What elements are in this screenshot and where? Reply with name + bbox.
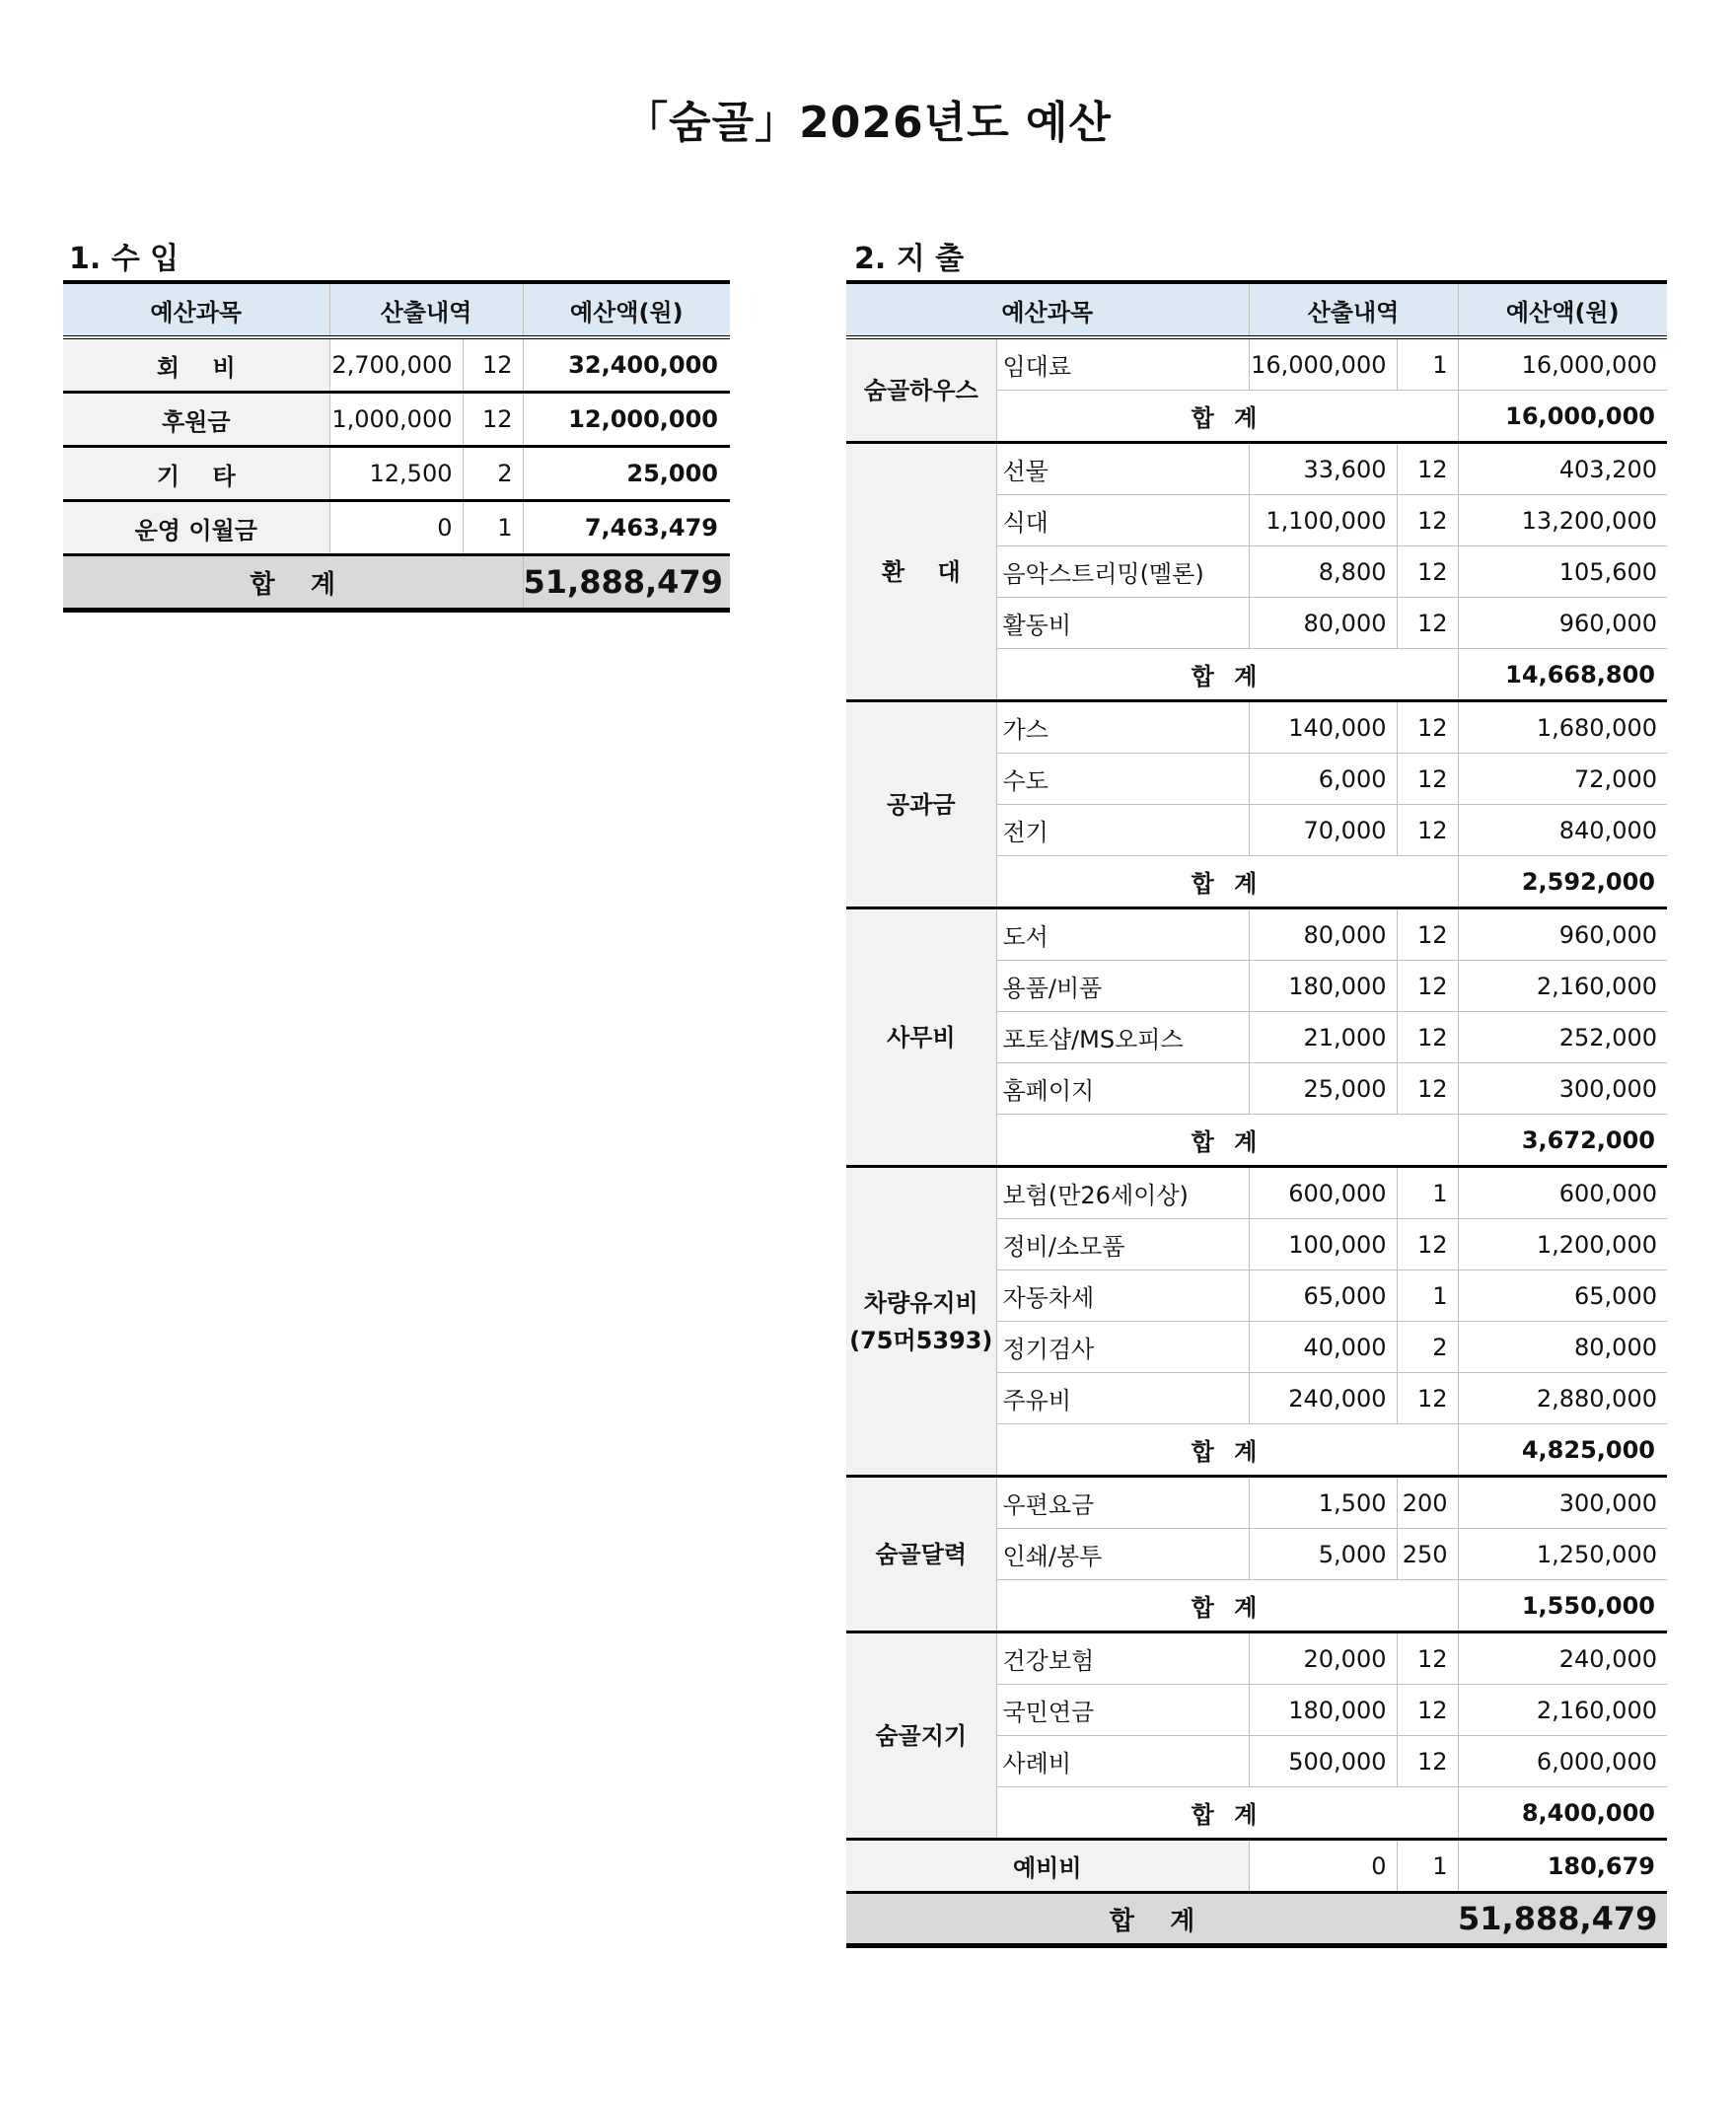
expense-total-value: 51,888,479 (1458, 1893, 1667, 1946)
expense-item-amount: 105,600 (1458, 546, 1667, 598)
expense-group-label: 숨골하우스 (863, 376, 978, 404)
income-category: 운영 이월금 (63, 501, 329, 555)
expense-header-row (846, 282, 1667, 337)
header-budget-item: 예산과목 (846, 282, 1249, 337)
expense-item-name: 선물 (996, 443, 1249, 495)
expense-item-unit: 21,000 (1249, 1012, 1397, 1063)
header-budget-amount: 예산액(원) (523, 282, 730, 337)
expense-item-qty: 12 (1397, 1063, 1458, 1115)
income-unit: 2,700,000 (329, 337, 463, 393)
expense-item-amount: 252,000 (1458, 1012, 1667, 1063)
expense-item-amount: 72,000 (1458, 754, 1667, 805)
income-unit: 12,500 (329, 447, 463, 501)
expense-item-unit: 25,000 (1249, 1063, 1397, 1115)
expense-item-amount: 65,000 (1458, 1270, 1667, 1322)
expense-item-unit: 100,000 (1249, 1219, 1397, 1270)
expense-item-amount: 960,000 (1458, 598, 1667, 649)
income-amount: 32,400,000 (523, 337, 730, 393)
expense-item-row (846, 443, 1667, 495)
income-category: 회 비 (63, 337, 329, 393)
expense-subtotal-value: 1,550,000 (1458, 1580, 1667, 1632)
expense-item-qty: 12 (1397, 961, 1458, 1012)
expense-item-unit: 240,000 (1249, 1373, 1397, 1424)
expense-item-amount: 1,250,000 (1458, 1529, 1667, 1580)
expense-item-unit: 5,000 (1249, 1529, 1397, 1580)
expense-item-amount: 403,200 (1458, 443, 1667, 495)
reserve-row (846, 1840, 1667, 1893)
expense-item-unit: 140,000 (1249, 701, 1397, 754)
expense-item-qty: 1 (1397, 1167, 1458, 1219)
expense-item-amount: 600,000 (1458, 1167, 1667, 1219)
income-amount: 12,000,000 (523, 393, 730, 447)
income-row (63, 501, 730, 555)
expense-item-name: 건강보험 (996, 1632, 1249, 1685)
expense-item-unit: 80,000 (1249, 908, 1397, 961)
income-qty: 12 (463, 393, 523, 447)
expense-item-name: 활동비 (996, 598, 1249, 649)
expense-item-name: 수도 (996, 754, 1249, 805)
expense-item-amount: 2,160,000 (1458, 961, 1667, 1012)
expense-subtotal-label: 합 계 (996, 856, 1458, 908)
expense-item-qty: 250 (1397, 1529, 1458, 1580)
expense-item-name: 인쇄/봉투 (996, 1529, 1249, 1580)
expense-item-name: 우편요금 (996, 1477, 1249, 1529)
expense-total-label: 합 계 (846, 1893, 1458, 1946)
expense-subtotal-value: 16,000,000 (1458, 391, 1667, 443)
expense-item-row (846, 701, 1667, 754)
expense-item-name: 가스 (996, 701, 1249, 754)
expense-group-label: 공과금 (886, 790, 956, 819)
expense-item-name: 포토샵/MS오피스 (996, 1012, 1249, 1063)
expense-item-name: 정비/소모품 (996, 1219, 1249, 1270)
expense-item-qty: 12 (1397, 598, 1458, 649)
expense-item-amount: 16,000,000 (1458, 337, 1667, 391)
expense-subtotal-label: 합 계 (996, 1115, 1458, 1167)
expense-subtotal-value: 3,672,000 (1458, 1115, 1667, 1167)
expense-item-row (846, 1477, 1667, 1529)
expense-group-name (846, 337, 996, 443)
income-table (63, 280, 730, 613)
expense-item-row (846, 908, 1667, 961)
income-amount: 25,000 (523, 447, 730, 501)
expense-subtotal-label: 합 계 (996, 391, 1458, 443)
income-unit: 1,000,000 (329, 393, 463, 447)
expense-item-amount: 300,000 (1458, 1063, 1667, 1115)
expense-item-unit: 6,000 (1249, 754, 1397, 805)
expense-item-unit: 20,000 (1249, 1632, 1397, 1685)
reserve-unit: 0 (1249, 1840, 1397, 1893)
expense-item-name: 정기검사 (996, 1322, 1249, 1373)
expense-subtotal-label: 합 계 (996, 1580, 1458, 1632)
expense-item-row (846, 1632, 1667, 1685)
expense-item-amount: 13,200,000 (1458, 495, 1667, 546)
expense-subtotal-label: 합 계 (996, 1787, 1458, 1840)
reserve-qty: 1 (1397, 1840, 1458, 1893)
income-amount: 7,463,479 (523, 501, 730, 555)
expense-item-name: 음악스트리밍(멜론) (996, 546, 1249, 598)
income-total-row (63, 555, 730, 611)
income-total-value: 51,888,479 (523, 555, 730, 611)
expense-item-unit: 1,100,000 (1249, 495, 1397, 546)
income-qty: 2 (463, 447, 523, 501)
expense-group-name (846, 908, 996, 1167)
expense-subtotal-value: 8,400,000 (1458, 1787, 1667, 1840)
income-header-row (63, 282, 730, 337)
expense-item-unit: 16,000,000 (1249, 337, 1397, 391)
expense-item-qty: 12 (1397, 701, 1458, 754)
income-row (63, 393, 730, 447)
expense-group-name (846, 701, 996, 908)
expense-item-qty: 12 (1397, 1632, 1458, 1685)
expense-item-unit: 40,000 (1249, 1322, 1397, 1373)
expense-item-unit: 33,600 (1249, 443, 1397, 495)
expense-item-unit: 1,500 (1249, 1477, 1397, 1529)
income-row (63, 447, 730, 501)
expense-item-amount: 6,000,000 (1458, 1736, 1667, 1787)
expense-item-unit: 65,000 (1249, 1270, 1397, 1322)
expense-item-name: 용품/비품 (996, 961, 1249, 1012)
expense-item-name: 주유비 (996, 1373, 1249, 1424)
expense-item-name: 식대 (996, 495, 1249, 546)
expense-item-unit: 600,000 (1249, 1167, 1397, 1219)
expense-subtotal-value: 2,592,000 (1458, 856, 1667, 908)
expense-item-name: 국민연금 (996, 1685, 1249, 1736)
expense-item-qty: 12 (1397, 495, 1458, 546)
expense-subtotal-value: 4,825,000 (1458, 1424, 1667, 1477)
expense-item-row (846, 1167, 1667, 1219)
expense-item-qty: 1 (1397, 1270, 1458, 1322)
expense-item-row (846, 337, 1667, 391)
header-calculation: 산출내역 (1249, 282, 1458, 337)
expense-item-qty: 12 (1397, 1012, 1458, 1063)
expense-item-amount: 1,680,000 (1458, 701, 1667, 754)
income-section-title: 1. 수 입 (69, 242, 180, 276)
expense-section-title: 2. 지 출 (854, 242, 965, 276)
income-row (63, 337, 730, 393)
income-category: 기 타 (63, 447, 329, 501)
income-qty: 12 (463, 337, 523, 393)
expense-item-qty: 200 (1397, 1477, 1458, 1529)
header-budget-item: 예산과목 (63, 282, 329, 337)
expense-group-label: 차량유지비 (863, 1288, 978, 1317)
expense-item-amount: 960,000 (1458, 908, 1667, 961)
income-unit: 0 (329, 501, 463, 555)
expense-item-qty: 12 (1397, 908, 1458, 961)
expense-item-qty: 12 (1397, 1219, 1458, 1270)
document-title: 「숨골」2026년도 예산 (624, 98, 1112, 148)
expense-group-label: 사무비 (886, 1023, 956, 1052)
expense-subtotal-label: 합 계 (996, 1424, 1458, 1477)
expense-item-amount: 840,000 (1458, 805, 1667, 856)
expense-item-unit: 180,000 (1249, 961, 1397, 1012)
header-budget-amount: 예산액(원) (1458, 282, 1667, 337)
expense-item-amount: 240,000 (1458, 1632, 1667, 1685)
expense-item-name: 전기 (996, 805, 1249, 856)
expense-item-amount: 2,880,000 (1458, 1373, 1667, 1424)
expense-item-unit: 8,800 (1249, 546, 1397, 598)
expense-item-unit: 500,000 (1249, 1736, 1397, 1787)
expense-item-unit: 80,000 (1249, 598, 1397, 649)
expense-item-name: 도서 (996, 908, 1249, 961)
expense-item-unit: 180,000 (1249, 1685, 1397, 1736)
expense-item-qty: 12 (1397, 1373, 1458, 1424)
expense-item-name: 보험(만26세이상) (996, 1167, 1249, 1219)
expense-subtotal-value: 14,668,800 (1458, 649, 1667, 701)
expense-item-name: 홈페이지 (996, 1063, 1249, 1115)
expense-subtotal-label: 합 계 (996, 649, 1458, 701)
expense-item-amount: 1,200,000 (1458, 1219, 1667, 1270)
expense-group-label: 숨골지기 (875, 1721, 968, 1750)
expense-group-name (846, 1632, 996, 1840)
expense-group-label: 환 대 (881, 557, 961, 586)
expense-item-name: 자동차세 (996, 1270, 1249, 1322)
expense-item-qty: 12 (1397, 805, 1458, 856)
reserve-amount: 180,679 (1458, 1840, 1667, 1893)
expense-item-qty: 12 (1397, 1685, 1458, 1736)
reserve-label: 예비비 (846, 1840, 1249, 1893)
expense-group-name (846, 1167, 996, 1477)
income-total-label: 합 계 (63, 555, 523, 611)
expense-item-amount: 2,160,000 (1458, 1685, 1667, 1736)
income-category: 후원금 (63, 393, 329, 447)
expense-item-qty: 1 (1397, 337, 1458, 391)
expense-total-row (846, 1893, 1667, 1946)
expense-item-name: 임대료 (996, 337, 1249, 391)
expense-group-sublabel: (75머5393) (849, 1326, 993, 1354)
expense-group-label: 숨골달력 (875, 1540, 968, 1568)
expense-item-qty: 12 (1397, 443, 1458, 495)
expense-item-qty: 12 (1397, 754, 1458, 805)
income-qty: 1 (463, 501, 523, 555)
expense-item-name: 사례비 (996, 1736, 1249, 1787)
expense-group-name (846, 1477, 996, 1632)
expense-group-name (846, 443, 996, 701)
expense-item-qty: 2 (1397, 1322, 1458, 1373)
expense-item-qty: 12 (1397, 546, 1458, 598)
expense-table (846, 280, 1667, 1948)
expense-item-qty: 12 (1397, 1736, 1458, 1787)
expense-item-unit: 70,000 (1249, 805, 1397, 856)
header-calculation: 산출내역 (329, 282, 523, 337)
expense-item-amount: 80,000 (1458, 1322, 1667, 1373)
expense-item-amount: 300,000 (1458, 1477, 1667, 1529)
